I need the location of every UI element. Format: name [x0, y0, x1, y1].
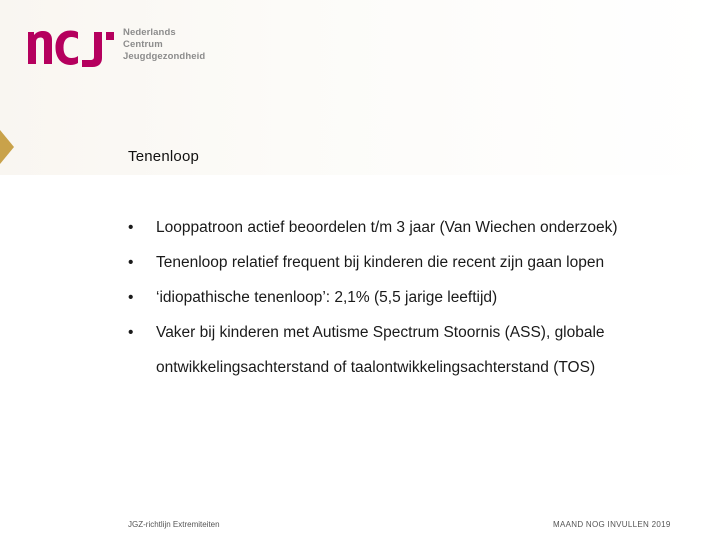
logo-line-3: Jeugdgezondheid: [123, 51, 206, 62]
logo-text: [123, 27, 243, 63]
list-item: [128, 288, 698, 307]
bullet-list: [128, 218, 698, 393]
list-item: [128, 323, 698, 377]
bullet-text: Looppatroon actief beoordelen t/m 3 jaar (Van Wiechen onderzoek): [156, 219, 618, 236]
bullet-text: Vaker bij kinderen met Autisme Spectrum Stoornis (ASS), globale: [156, 324, 605, 341]
bullet-icon: •: [128, 254, 134, 271]
section-tab-marker: [0, 130, 14, 164]
bullet-text: Tenenloop relatief frequent bij kinderen die recent zijn gaan lopen: [156, 254, 605, 271]
logo-line-2: Centrum: [123, 39, 163, 50]
bullet-icon: •: [128, 324, 134, 341]
bullet-text-continuation: ontwikkelingsachterstand of taalontwikkelingsachterstand (TOS): [156, 359, 596, 376]
logo-line-1: Nederlands: [123, 27, 176, 38]
footer-date: MAAND NOG INVULLEN 2019: [553, 520, 671, 529]
list-item: [128, 218, 698, 237]
list-item: [128, 253, 698, 272]
bullet-text: ‘idiopathische tenenloop’: 2,1% (5,5 jarige leeftijd): [156, 289, 498, 306]
ncj-logo-icon: [28, 26, 118, 68]
footer-guideline: JGZ-richtlijn Extremiteiten: [128, 520, 220, 529]
slide-title: Tenenloop: [128, 148, 200, 165]
bullet-icon: •: [128, 289, 134, 306]
bullet-icon: •: [128, 219, 134, 236]
